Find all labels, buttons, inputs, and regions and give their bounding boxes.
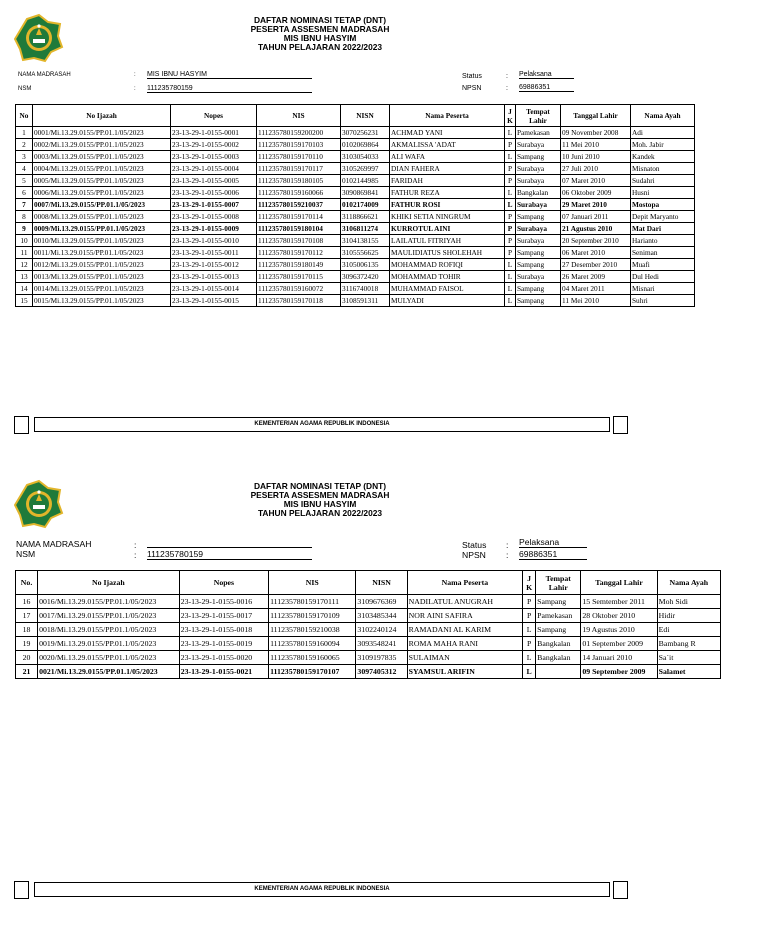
table-cell: Surabaya: [516, 139, 561, 151]
table-cell: P: [505, 163, 516, 175]
table-cell: 0005/Mi.13.29.0155/PP.01.1/05/2023: [33, 175, 171, 187]
table-cell: 0017/Mi.13.29.0155/PP.01.1/05/2023: [38, 609, 180, 623]
table-cell: 111235780159170114: [257, 211, 341, 223]
table-body: [16, 127, 695, 307]
table-row: [16, 151, 695, 163]
col-no-ijazah: No Ijazah: [38, 571, 180, 595]
table-cell: 3105556625: [341, 247, 390, 259]
table-row: [16, 271, 695, 283]
table-row: [16, 211, 695, 223]
table-cell: 23-13-29-1-0155-0004: [171, 163, 257, 175]
table-cell: 23-13-29-1-0155-0021: [179, 665, 268, 679]
table-cell: 29 Maret 2010: [561, 199, 631, 211]
table-cell: 0003/Mi.13.29.0155/PP.01.1/05/2023: [33, 151, 171, 163]
table-cell: MOHAMMAD TOHIR: [390, 271, 505, 283]
table-row: [16, 609, 721, 623]
footer-label: KEMENTERIAN AGAMA REPUBLIK INDONESIA: [34, 882, 610, 897]
table-cell: 23-13-29-1-0155-0001: [171, 127, 257, 139]
table-cell: Bangkalan: [516, 187, 561, 199]
table-cell: 3093548241: [356, 637, 407, 651]
table-cell: 0019/Mi.13.29.0155/PP.01.1/05/2023: [38, 637, 180, 651]
table-cell: Bangkalan: [536, 651, 581, 665]
table-cell: L: [505, 271, 516, 283]
table-cell: 10: [16, 235, 33, 247]
col-no: No.: [16, 571, 38, 595]
kemenag-emblem-icon: [14, 479, 64, 529]
table-cell: 3108591311: [341, 295, 390, 307]
header-line: MIS IBNU HASYIM: [283, 33, 357, 43]
npsn-value: 69886351: [519, 549, 587, 560]
table-cell: 11 Mei 2010: [561, 139, 631, 151]
status-label: Status: [462, 540, 487, 550]
table-cell: 3104138155: [341, 235, 390, 247]
document-header: [200, 482, 440, 518]
table-cell: L: [505, 295, 516, 307]
table-cell: 0102174009: [341, 199, 390, 211]
nama-madrasah-value: MIS IBNU HASYIM: [147, 71, 312, 79]
table-row: [16, 665, 721, 679]
table-cell: 20 September 2010: [561, 235, 631, 247]
table-cell: Sampang: [536, 595, 581, 609]
footer-right-box: [613, 416, 628, 434]
table-cell: 111235780159170115: [257, 271, 341, 283]
nsm-label: NSM: [16, 549, 36, 559]
table-cell: L: [505, 127, 516, 139]
table-cell: 3105269997: [341, 163, 390, 175]
table-cell: Moh Sidi: [657, 595, 720, 609]
table-row: [16, 595, 721, 609]
table-cell: 0021/Mi.13.29.0155/PP.01.1/05/2023: [38, 665, 180, 679]
table-cell: P: [505, 247, 516, 259]
table-cell: 07 Maret 2010: [561, 175, 631, 187]
table-cell: 111235780159180104: [257, 223, 341, 235]
table-cell: 7: [16, 199, 33, 211]
table-cell: 23-13-29-1-0155-0002: [171, 139, 257, 151]
table-cell: Pamekasan: [516, 127, 561, 139]
table-cell: P: [523, 609, 536, 623]
header-line: PESERTA ASSESMEN MADRASAH: [250, 490, 390, 500]
table-cell: 111235780159170109: [269, 609, 356, 623]
header-line: DAFTAR NOMINASI TETAP (DNT): [253, 15, 387, 25]
table-cell: 14: [16, 283, 33, 295]
table-cell: 17: [16, 609, 38, 623]
table-cell: 23-13-29-1-0155-0014: [171, 283, 257, 295]
table-cell: 111235780159200200: [257, 127, 341, 139]
table-cell: 111235780159210037: [257, 199, 341, 211]
table-cell: P: [505, 223, 516, 235]
table-cell: 111235780159160066: [257, 187, 341, 199]
table-cell: 09 September 2009: [581, 665, 657, 679]
table-cell: Muafi: [631, 259, 695, 271]
table-cell: Harianto: [631, 235, 695, 247]
col-no: No: [16, 105, 33, 127]
table-cell: 18: [16, 623, 38, 637]
table-cell: 3103485344: [356, 609, 407, 623]
table-cell: 27 Juli 2010: [561, 163, 631, 175]
table-cell: 0012/Mi.13.29.0155/PP.01.1/05/2023: [33, 259, 171, 271]
table-cell: 111235780159170112: [257, 247, 341, 259]
table-cell: 0009/Mi.13.29.0155/PP.01.1/05/2023: [33, 223, 171, 235]
table-cell: 23-13-29-1-0155-0009: [171, 223, 257, 235]
table-cell: 8: [16, 211, 33, 223]
table-cell: Surabaya: [516, 235, 561, 247]
header-line: TAHUN PELAJARAN 2022/2023: [257, 42, 383, 52]
table-row: [16, 199, 695, 211]
table-cell: 19: [16, 637, 38, 651]
table-cell: 111235780159170118: [257, 295, 341, 307]
table-cell: 23-13-29-1-0155-0005: [171, 175, 257, 187]
table-cell: 5: [16, 175, 33, 187]
table-cell: 3096372420: [341, 271, 390, 283]
table-cell: 23-13-29-1-0155-0015: [171, 295, 257, 307]
nsm-value: 111235780159: [147, 85, 312, 93]
table-cell: 1: [16, 127, 33, 139]
table-cell: P: [505, 211, 516, 223]
page-footer: [14, 416, 630, 434]
table-cell: 4: [16, 163, 33, 175]
col-nama-ayah: Nama Ayah: [657, 571, 720, 595]
npsn-label: NPSN: [462, 550, 486, 560]
table-cell: SYAMSUL ARIFIN: [407, 665, 522, 679]
table-cell: 3070256231: [341, 127, 390, 139]
table-row: [16, 187, 695, 199]
table-cell: Sudahri: [631, 175, 695, 187]
table-cell: FARIDAH: [390, 175, 505, 187]
table-cell: 23-13-29-1-0155-0010: [171, 235, 257, 247]
col-nopes: Nopes: [179, 571, 268, 595]
table-cell: 23-13-29-1-0155-0011: [171, 247, 257, 259]
col-tempat-lahir: Tempat Lahir: [516, 105, 561, 127]
table-cell: FATHUR ROSI: [390, 199, 505, 211]
table-cell: MUHAMMAD FAISOL: [390, 283, 505, 295]
status-value: Pelaksana: [519, 71, 574, 79]
table-cell: SULAIMAN: [407, 651, 522, 665]
table-cell: Dul Hedi: [631, 271, 695, 283]
npsn-label: NPSN: [462, 85, 482, 92]
table-cell: 09 November 2008: [561, 127, 631, 139]
col-nama-ayah: Nama Ayah: [631, 105, 695, 127]
table-cell: 3103054033: [341, 151, 390, 163]
table-row: [16, 651, 721, 665]
table-cell: NOR AINI SAFIRA: [407, 609, 522, 623]
table-cell: 2: [16, 139, 33, 151]
table-cell: Sampang: [516, 295, 561, 307]
table-cell: 15 Semtember 2011: [581, 595, 657, 609]
table-cell: 28 Oktober 2010: [581, 609, 657, 623]
table-cell: 04 Maret 2011: [561, 283, 631, 295]
table-cell: 23-13-29-1-0155-0008: [171, 211, 257, 223]
table-cell: MAULIDIATUS SHOLEHAH: [390, 247, 505, 259]
table-cell: 23-13-29-1-0155-0018: [179, 623, 268, 637]
nsm-label: NSM: [18, 86, 32, 92]
table-cell: Sa`it: [657, 651, 720, 665]
table-row: [16, 637, 721, 651]
table-cell: Mat Dari: [631, 223, 695, 235]
table-cell: 23-13-29-1-0155-0006: [171, 187, 257, 199]
table-cell: 11: [16, 247, 33, 259]
footer-left-box: [14, 416, 29, 434]
table-cell: NADILATUL ANUGRAH: [407, 595, 522, 609]
header-line: MIS IBNU HASYIM: [283, 499, 357, 509]
table-cell: MULYADI: [390, 295, 505, 307]
table-cell: 111235780159170117: [257, 163, 341, 175]
col-nama-peserta: Nama Peserta: [390, 105, 505, 127]
table-cell: Salamet: [657, 665, 720, 679]
col-no-ijazah: No Ijazah: [33, 105, 171, 127]
table-cell: Sampang: [516, 283, 561, 295]
table-cell: 15: [16, 295, 33, 307]
table-cell: 23-13-29-1-0155-0007: [171, 199, 257, 211]
table-cell: Adi: [631, 127, 695, 139]
table-cell: 111235780159180149: [257, 259, 341, 271]
table-row: [16, 223, 695, 235]
table-cell: FATHUR REZA: [390, 187, 505, 199]
table-cell: 0014/Mi.13.29.0155/PP.01.1/05/2023: [33, 283, 171, 295]
table-cell: 26 Maret 2009: [561, 271, 631, 283]
table-cell: 111235780159160065: [269, 651, 356, 665]
table-cell: 3118866621: [341, 211, 390, 223]
table-row: [16, 247, 695, 259]
table-cell: 01 September 2009: [581, 637, 657, 651]
table-cell: KHIKI SETIA NINGRUM: [390, 211, 505, 223]
col-nis: NIS: [257, 105, 341, 127]
col-jk: J K: [505, 105, 516, 127]
table-cell: L: [505, 199, 516, 211]
table-cell: P: [523, 595, 536, 609]
footer-left-box: [14, 881, 29, 899]
status-value: Pelaksana: [519, 537, 587, 548]
table-cell: 111235780159180105: [257, 175, 341, 187]
table-cell: Surabaya: [516, 223, 561, 235]
table-cell: 10 Juni 2010: [561, 151, 631, 163]
table-row: [16, 127, 695, 139]
table-cell: 3097405312: [356, 665, 407, 679]
nsm-value: 111235780159: [147, 549, 312, 560]
table-cell: Husni: [631, 187, 695, 199]
kemenag-emblem-icon: [14, 13, 64, 63]
header-line: TAHUN PELAJARAN 2022/2023: [257, 508, 383, 518]
table-cell: P: [505, 139, 516, 151]
table-cell: 111235780159160072: [257, 283, 341, 295]
col-nama-peserta: Nama Peserta: [407, 571, 522, 595]
table-cell: Surabaya: [516, 271, 561, 283]
col-nis: NIS: [269, 571, 356, 595]
table-cell: 07 Januari 2011: [561, 211, 631, 223]
table-row: [16, 175, 695, 187]
table-cell: L: [523, 623, 536, 637]
table-cell: 27 Desember 2010: [561, 259, 631, 271]
col-tempat-lahir: Tempat Lahir: [536, 571, 581, 595]
footer-label: KEMENTERIAN AGAMA REPUBLIK INDONESIA: [34, 417, 610, 432]
table-cell: L: [505, 187, 516, 199]
table-cell: 0102069864: [341, 139, 390, 151]
table-cell: L: [523, 651, 536, 665]
table-cell: 12: [16, 259, 33, 271]
table-cell: 0001/Mi.13.29.0155/PP.01.1/05/2023: [33, 127, 171, 139]
table-cell: 0015/Mi.13.29.0155/PP.01.1/05/2023: [33, 295, 171, 307]
table-cell: 23-13-29-1-0155-0013: [171, 271, 257, 283]
table-cell: 0002/Mi.13.29.0155/PP.01.1/05/2023: [33, 139, 171, 151]
table-cell: Bangkalan: [536, 637, 581, 651]
col-tanggal-lahir: Tanggal Lahir: [561, 105, 631, 127]
table-cell: Surabaya: [516, 175, 561, 187]
nama-madrasah-value: [147, 537, 312, 548]
table-cell: 111235780159210038: [269, 623, 356, 637]
col-jk: J K: [523, 571, 536, 595]
npsn-value: 69886351: [519, 84, 574, 92]
table-cell: RAMADANI AL KARIM: [407, 623, 522, 637]
table-cell: L: [505, 283, 516, 295]
table-cell: 23-13-29-1-0155-0019: [179, 637, 268, 651]
table-cell: Depit Maryanto: [631, 211, 695, 223]
table-cell: Sampang: [536, 623, 581, 637]
table-cell: ROMA MAHA RANI: [407, 637, 522, 651]
table-cell: DIAN FAHERA: [390, 163, 505, 175]
table-row: [16, 623, 721, 637]
table-cell: 111235780159170107: [269, 665, 356, 679]
table-cell: Sampang: [516, 259, 561, 271]
table-cell: LAILATUL FITRIYAH: [390, 235, 505, 247]
table-cell: Bambang R: [657, 637, 720, 651]
table-cell: 23-13-29-1-0155-0020: [179, 651, 268, 665]
table-row: [16, 283, 695, 295]
table-cell: Misnaton: [631, 163, 695, 175]
table-cell: Seniman: [631, 247, 695, 259]
table-cell: 0013/Mi.13.29.0155/PP.01.1/05/2023: [33, 271, 171, 283]
table-cell: 3090869841: [341, 187, 390, 199]
table-cell: 3105006135: [341, 259, 390, 271]
table-cell: Sampang: [516, 151, 561, 163]
table-cell: ALI WAFA: [390, 151, 505, 163]
table-cell: 0011/Mi.13.29.0155/PP.01.1/05/2023: [33, 247, 171, 259]
table-cell: Hidir: [657, 609, 720, 623]
table-cell: 0010/Mi.13.29.0155/PP.01.1/05/2023: [33, 235, 171, 247]
document-header: [200, 16, 440, 52]
table-cell: 21: [16, 665, 38, 679]
table-cell: 11 Mei 2010: [561, 295, 631, 307]
table-cell: AKMALISSA 'ADAT: [390, 139, 505, 151]
table-cell: MOHAMMAD ROFIQI: [390, 259, 505, 271]
table-cell: 21 Agustus 2010: [561, 223, 631, 235]
table-cell: 16: [16, 595, 38, 609]
table-cell: 23-13-29-1-0155-0016: [179, 595, 268, 609]
col-nisn: NISN: [341, 105, 390, 127]
table-cell: Sampang: [516, 211, 561, 223]
nomination-table: [15, 570, 721, 679]
table-cell: 111235780159170110: [257, 151, 341, 163]
table-cell: 3109676369: [356, 595, 407, 609]
table-cell: 0020/Mi.13.29.0155/PP.01.1/05/2023: [38, 651, 180, 665]
col-nisn: NISN: [356, 571, 407, 595]
nama-madrasah-label: NAMA MADRASAH: [16, 539, 92, 549]
table-cell: L: [505, 259, 516, 271]
status-label: Status: [462, 73, 482, 80]
table-cell: 06 Oktober 2009: [561, 187, 631, 199]
table-cell: 0102144985: [341, 175, 390, 187]
table-row: [16, 163, 695, 175]
table-row: [16, 295, 695, 307]
table-cell: 9: [16, 223, 33, 235]
table-cell: 0006/Mi.13.29.0155/PP.01.1/05/2023: [33, 187, 171, 199]
table-cell: 23-13-29-1-0155-0003: [171, 151, 257, 163]
table-cell: Edi: [657, 623, 720, 637]
table-cell: ACHMAD YANI: [390, 127, 505, 139]
table-cell: 23-13-29-1-0155-0017: [179, 609, 268, 623]
table-cell: 3106811274: [341, 223, 390, 235]
table-cell: P: [505, 235, 516, 247]
header-line: DAFTAR NOMINASI TETAP (DNT): [253, 481, 387, 491]
table-cell: Surabaya: [516, 163, 561, 175]
table-cell: 111235780159170108: [257, 235, 341, 247]
nomination-table: [15, 104, 695, 307]
table-cell: L: [523, 665, 536, 679]
table-cell: 06 Maret 2010: [561, 247, 631, 259]
col-tanggal-lahir: Tanggal Lahir: [581, 571, 657, 595]
table-row: [16, 259, 695, 271]
table-row: [16, 139, 695, 151]
table-cell: 0016/Mi.13.29.0155/PP.01.1/05/2023: [38, 595, 180, 609]
table-cell: 3: [16, 151, 33, 163]
table-cell: 23-13-29-1-0155-0012: [171, 259, 257, 271]
table-cell: 111235780159170111: [269, 595, 356, 609]
table-cell: 20: [16, 651, 38, 665]
table-cell: P: [523, 637, 536, 651]
table-cell: P: [505, 175, 516, 187]
table-cell: Misnari: [631, 283, 695, 295]
table-cell: 19 Agustus 2010: [581, 623, 657, 637]
table-body: [16, 595, 721, 679]
table-cell: Mostopa: [631, 199, 695, 211]
table-cell: Moh. Jabir: [631, 139, 695, 151]
nama-madrasah-label: NAMA MADRASAH: [18, 72, 71, 78]
table-cell: Kandek: [631, 151, 695, 163]
table-cell: Suhri: [631, 295, 695, 307]
table-cell: 111235780159170103: [257, 139, 341, 151]
page-footer: [14, 881, 630, 899]
table-cell: 14 Januari 2010: [581, 651, 657, 665]
table-cell: [536, 665, 581, 679]
table-cell: 0008/Mi.13.29.0155/PP.01.1/05/2023: [33, 211, 171, 223]
table-cell: 3109197835: [356, 651, 407, 665]
footer-right-box: [613, 881, 628, 899]
header-line: PESERTA ASSESMEN MADRASAH: [250, 24, 390, 34]
table-cell: 0018/Mi.13.29.0155/PP.01.1/05/2023: [38, 623, 180, 637]
table-cell: 3102240124: [356, 623, 407, 637]
table-cell: 6: [16, 187, 33, 199]
col-nopes: Nopes: [171, 105, 257, 127]
table-cell: 3116740018: [341, 283, 390, 295]
table-cell: 111235780159160094: [269, 637, 356, 651]
table-row: [16, 235, 695, 247]
table-cell: Surabaya: [516, 199, 561, 211]
table-cell: Pamekasan: [536, 609, 581, 623]
table-cell: 0004/Mi.13.29.0155/PP.01.1/05/2023: [33, 163, 171, 175]
table-cell: 0007/Mi.13.29.0155/PP.01.1/05/2023: [33, 199, 171, 211]
table-cell: Sampang: [516, 247, 561, 259]
table-cell: L: [505, 151, 516, 163]
table-cell: KURROTUL AINI: [390, 223, 505, 235]
table-cell: 13: [16, 271, 33, 283]
